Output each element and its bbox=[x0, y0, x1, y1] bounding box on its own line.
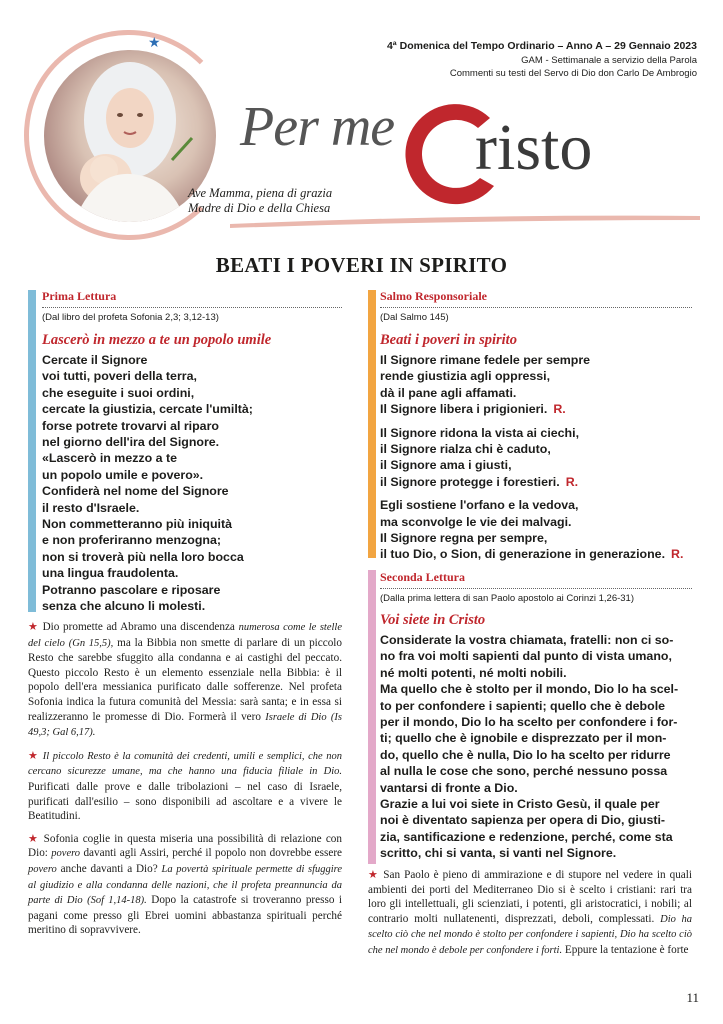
verse-line bbox=[42, 401, 342, 417]
text: numerosa come le stelle del cielo bbox=[28, 622, 342, 649]
psalm-stanza-3 bbox=[380, 497, 692, 563]
verse-text: il Signore rialza chi è caduto, bbox=[380, 442, 551, 457]
text: La povertà spirituale permette di sfuggire al giudizio e alla condanna delle nazioni, che il profeta preannuncia da parte di Dio bbox=[28, 863, 343, 907]
citation: (Is 49,3; Gal 6,17). bbox=[28, 711, 343, 739]
verse-line bbox=[380, 665, 692, 681]
verse-line bbox=[380, 352, 692, 368]
verse-line bbox=[42, 598, 342, 614]
verse-line bbox=[42, 385, 342, 401]
verse-line bbox=[380, 845, 692, 861]
verse-text: zia, santificazione e redenzione, perché, come sta bbox=[380, 829, 673, 844]
verse-text: dà il pane agli affamati. bbox=[380, 385, 517, 400]
verse-text: Confiderà nel nome del Signore bbox=[42, 484, 229, 499]
first-reading bbox=[42, 289, 342, 615]
commentary-paragraph bbox=[368, 868, 692, 959]
citation: (Gn 15,5), bbox=[68, 637, 114, 649]
second-reading-heading: Voi siete in Cristo bbox=[380, 612, 486, 628]
second-reading-bar bbox=[368, 570, 376, 864]
second-reading-label: Seconda Lettura bbox=[380, 570, 692, 589]
text: davanti agli Assiri, perché il popolo non dovrebbe essere bbox=[83, 847, 343, 860]
verse-text: una lingua fraudolenta. bbox=[42, 566, 179, 581]
verse-line bbox=[380, 368, 692, 384]
text: Purificati dalle prove e dalle tribolazioni – nel caso di Israele, purificati dall'esilio – sono disponibili ad ascoltare e a vivere le Beatitudini. bbox=[28, 780, 342, 823]
verse-text: senza che alcuno li molesti. bbox=[42, 599, 206, 614]
verse-text: il resto d'Israele. bbox=[42, 500, 140, 515]
first-reading-text bbox=[42, 352, 342, 615]
verse-text: Cercate il Signore bbox=[42, 353, 148, 367]
psalm-source: (Dal Salmo 145) bbox=[380, 312, 449, 323]
second-reading bbox=[380, 570, 692, 862]
verse-line bbox=[42, 450, 342, 466]
caption-line-2: Madre di Dio e della Chiesa bbox=[188, 201, 331, 215]
psalm-stanza-1 bbox=[380, 352, 692, 418]
page-number: 11 bbox=[686, 990, 699, 1005]
logo-per-me: Per me bbox=[240, 96, 395, 158]
star-bullet-icon: ★ bbox=[28, 749, 39, 762]
verse-line bbox=[42, 565, 342, 581]
verse-line bbox=[42, 500, 342, 516]
verse-line bbox=[380, 441, 692, 457]
issue-date-line: 4ª Domenica del Tempo Ordinario – Anno A – 29 Gennaio 2023 bbox=[386, 40, 697, 52]
verse-line bbox=[380, 714, 692, 730]
verse-line bbox=[380, 401, 692, 417]
verse-text: nel giorno dell'ira del Signore. bbox=[42, 435, 220, 450]
image-caption bbox=[188, 186, 332, 216]
verse-line bbox=[380, 829, 692, 845]
star-bullet-icon: ★ bbox=[368, 869, 380, 881]
first-reading-heading: Lascerò in mezzo a te un popolo umile bbox=[42, 332, 272, 348]
verse-line bbox=[42, 352, 342, 368]
verse-text: al nulla le cose che sono, perché nessuno possa bbox=[380, 764, 668, 779]
verse-line bbox=[380, 812, 692, 828]
verse-line bbox=[42, 434, 342, 450]
star-bullet-icon: ★ bbox=[28, 621, 39, 633]
commentary-paragraph bbox=[28, 832, 342, 938]
publication-subtitle: GAM - Settimanale a servizio della Parola bbox=[521, 55, 697, 66]
verse-line bbox=[380, 730, 692, 746]
verse-line bbox=[380, 457, 692, 473]
verse-line bbox=[380, 530, 692, 546]
first-reading-source: (Dal libro del profeta Sofonia 2,3; 3,12-13) bbox=[42, 312, 219, 323]
verse-line bbox=[380, 698, 692, 714]
logo-cristo: risto bbox=[475, 111, 593, 184]
response-marker: R. bbox=[671, 547, 684, 562]
verse-text: un popolo umile e povero». bbox=[42, 467, 204, 482]
verse-line bbox=[380, 497, 692, 513]
verse-line bbox=[380, 747, 692, 763]
publication-credits: Commenti su testi del Servo di Dio don Carlo De Ambrogio bbox=[449, 68, 697, 79]
verse-text: Il Signore ridona la vista ai ciechi, bbox=[380, 425, 580, 440]
verse-text: voi tutti, poveri della terra, bbox=[42, 369, 197, 384]
commentary-right bbox=[368, 868, 692, 959]
verse-text: Potranno pascolare e riposare bbox=[42, 582, 221, 597]
text: ma la Bibbia non smette di parlare di un piccolo Resto che sarebbe sfuggito alla condanna e ai castighi del peccato. Questo piccolo Resto è un elemento essenziale nella Bibbia: è il popolo dell'era messianica purificato dalle sofferenze. Nel profeta Sofonia indica la futura comunità del Messia: sarà santa; e in essa si realizzeranno le promesse di Dio. Formerà il vero bbox=[28, 636, 342, 723]
text: povero bbox=[28, 863, 57, 875]
verse-text: rende giustizia agli oppressi, bbox=[380, 369, 551, 384]
verse-text: e non proferiranno menzogna; bbox=[42, 533, 221, 548]
verse-text: ma sconvolge le vie dei malvagi. bbox=[380, 514, 572, 529]
verse-text: forse potrete trovarvi al riparo bbox=[42, 418, 219, 433]
psalm bbox=[380, 289, 692, 563]
text: Eppure la tentazione è forte bbox=[564, 943, 689, 956]
verse-line bbox=[380, 425, 692, 441]
verse-line bbox=[380, 514, 692, 530]
commentary-paragraph bbox=[28, 620, 342, 741]
verse-text: Il Signore regna per sempre, bbox=[380, 531, 548, 546]
verse-text: per il mondo, Dio lo ha scelto per confondere i for- bbox=[380, 715, 678, 730]
commentary-paragraph bbox=[28, 749, 342, 824]
verse-line bbox=[380, 546, 692, 562]
first-reading-label: Prima Lettura bbox=[42, 289, 342, 308]
verse-text: scritto, chi si vanta, si vanti nel Signore. bbox=[380, 846, 617, 861]
verse-text: che eseguite i suoi ordini, bbox=[42, 385, 195, 400]
first-reading-bar bbox=[28, 290, 36, 612]
star-icon: ★ bbox=[148, 34, 161, 50]
logo-swoosh bbox=[230, 214, 700, 228]
verse-line bbox=[380, 648, 692, 664]
verse-text: ti; quello che è ignobile e disprezzato per il mon- bbox=[380, 731, 667, 746]
caption-line-1: Ave Mamma, piena di grazia bbox=[188, 186, 333, 200]
verse-text: «Lascerò in mezzo a te bbox=[42, 451, 177, 466]
verse-line bbox=[42, 582, 342, 598]
verse-text: Considerate la vostra chiamata, fratelli: non ci so- bbox=[380, 633, 674, 647]
psalm-heading: Beati i poveri in spirito bbox=[380, 332, 517, 348]
verse-text: Grazie a lui voi siete in Cristo Gesù, il quale per bbox=[380, 797, 660, 812]
verse-text: cercate la giustizia, cercate l'umiltà; bbox=[42, 402, 253, 417]
verse-text: non si troverà più nella loro bocca bbox=[42, 549, 244, 564]
citation: (Sof 1,14-18). bbox=[87, 895, 147, 907]
verse-text: Il Signore libera i prigionieri. bbox=[380, 402, 548, 417]
page-title: BEATI I POVERI IN SPIRITO bbox=[215, 253, 508, 277]
verse-line bbox=[380, 763, 692, 779]
text: Dio promette ad Abramo una discendenza bbox=[42, 621, 235, 633]
verse-text: noi è diventato sapienza per opera di Dio, giusti- bbox=[380, 813, 666, 828]
text: Dio ha scelto ciò che nel mondo è stolto per confondere i sapienti, Dio ha scelto ciò che nel mondo è debole per confondere i forti. bbox=[368, 913, 692, 956]
verse-line bbox=[42, 532, 342, 548]
text: San Paolo è pieno di ammirazione e di stupore nel vedere in quali ambienti dei porti del Mediterraneo Dio si è scelto i cristiani: rari tra loro gli intellettuali, gli scienziati, i potenti, gli aristocratici, i nobili; al contrario molti nullatenenti, disprezzati, deboli, complessati. bbox=[368, 869, 692, 925]
verse-line bbox=[380, 474, 692, 490]
text: Il piccolo Resto è la comunità dei credenti, umili e semplici, che non cercano sicurezze umane, ma che hanno una fiducia filiale in Dio. bbox=[28, 750, 343, 778]
text: Dopo la catastrofe si troveranno presso i pagani come presso gli Ebrei uomini abbastanza spirituali perché meritino di sopravvivere. bbox=[28, 894, 342, 937]
verse-line bbox=[380, 385, 692, 401]
text: povero bbox=[51, 848, 81, 860]
text: anche davanti a Dio? bbox=[60, 862, 158, 875]
second-reading-source: (Dalla prima lettera di san Paolo apostolo ai Corinzi 1,26-31) bbox=[380, 593, 634, 604]
second-reading-text bbox=[380, 632, 692, 862]
verse-text: il Signore protegge i forestieri. bbox=[380, 474, 560, 489]
commentary-left bbox=[28, 620, 342, 938]
star-bullet-icon: ★ bbox=[28, 832, 40, 845]
verse-text: Non commetteranno più iniquità bbox=[42, 517, 232, 532]
response-marker: R. bbox=[565, 474, 579, 489]
verse-line bbox=[42, 418, 342, 434]
verse-text: né molti potenti, né molti nobili. bbox=[380, 665, 567, 680]
verse-line bbox=[380, 780, 692, 796]
verse-text: vantarsi di fronte a Dio. bbox=[380, 780, 518, 795]
response-marker: R. bbox=[553, 402, 566, 417]
verse-text: Il Signore rimane fedele per sempre bbox=[380, 353, 591, 367]
verse-text: il tuo Dio, o Sion, di generazione in generazione. bbox=[380, 547, 666, 562]
psalm-label: Salmo Responsoriale bbox=[380, 289, 692, 308]
verse-text: il Signore ama i giusti, bbox=[380, 458, 512, 473]
verse-line bbox=[42, 368, 342, 384]
verse-line bbox=[42, 467, 342, 483]
psalm-bar bbox=[368, 290, 376, 558]
verse-line bbox=[380, 796, 692, 812]
verse-line bbox=[380, 632, 692, 648]
verse-line bbox=[42, 483, 342, 499]
verse-line bbox=[380, 681, 692, 697]
verse-line bbox=[42, 549, 342, 565]
verse-text: Egli sostiene l'orfano e la vedova, bbox=[380, 498, 579, 513]
verse-text: to per confondere i sapienti; quello che è debole bbox=[380, 698, 666, 713]
text: Sofonia coglie in questa miseria una possibilità di relazione con Dio: bbox=[28, 832, 342, 860]
text: Israele di Dio bbox=[265, 711, 327, 723]
psalm-stanza-2 bbox=[380, 425, 692, 491]
verse-text: no fra voi molti sapienti dal punto di vista umano, bbox=[380, 649, 672, 664]
verse-text: do, quello che è nulla, Dio lo ha scelto per ridurre bbox=[380, 747, 671, 762]
verse-line bbox=[42, 516, 342, 532]
verse-text: Ma quello che è stolto per il mondo, Dio lo ha scel- bbox=[380, 682, 679, 697]
